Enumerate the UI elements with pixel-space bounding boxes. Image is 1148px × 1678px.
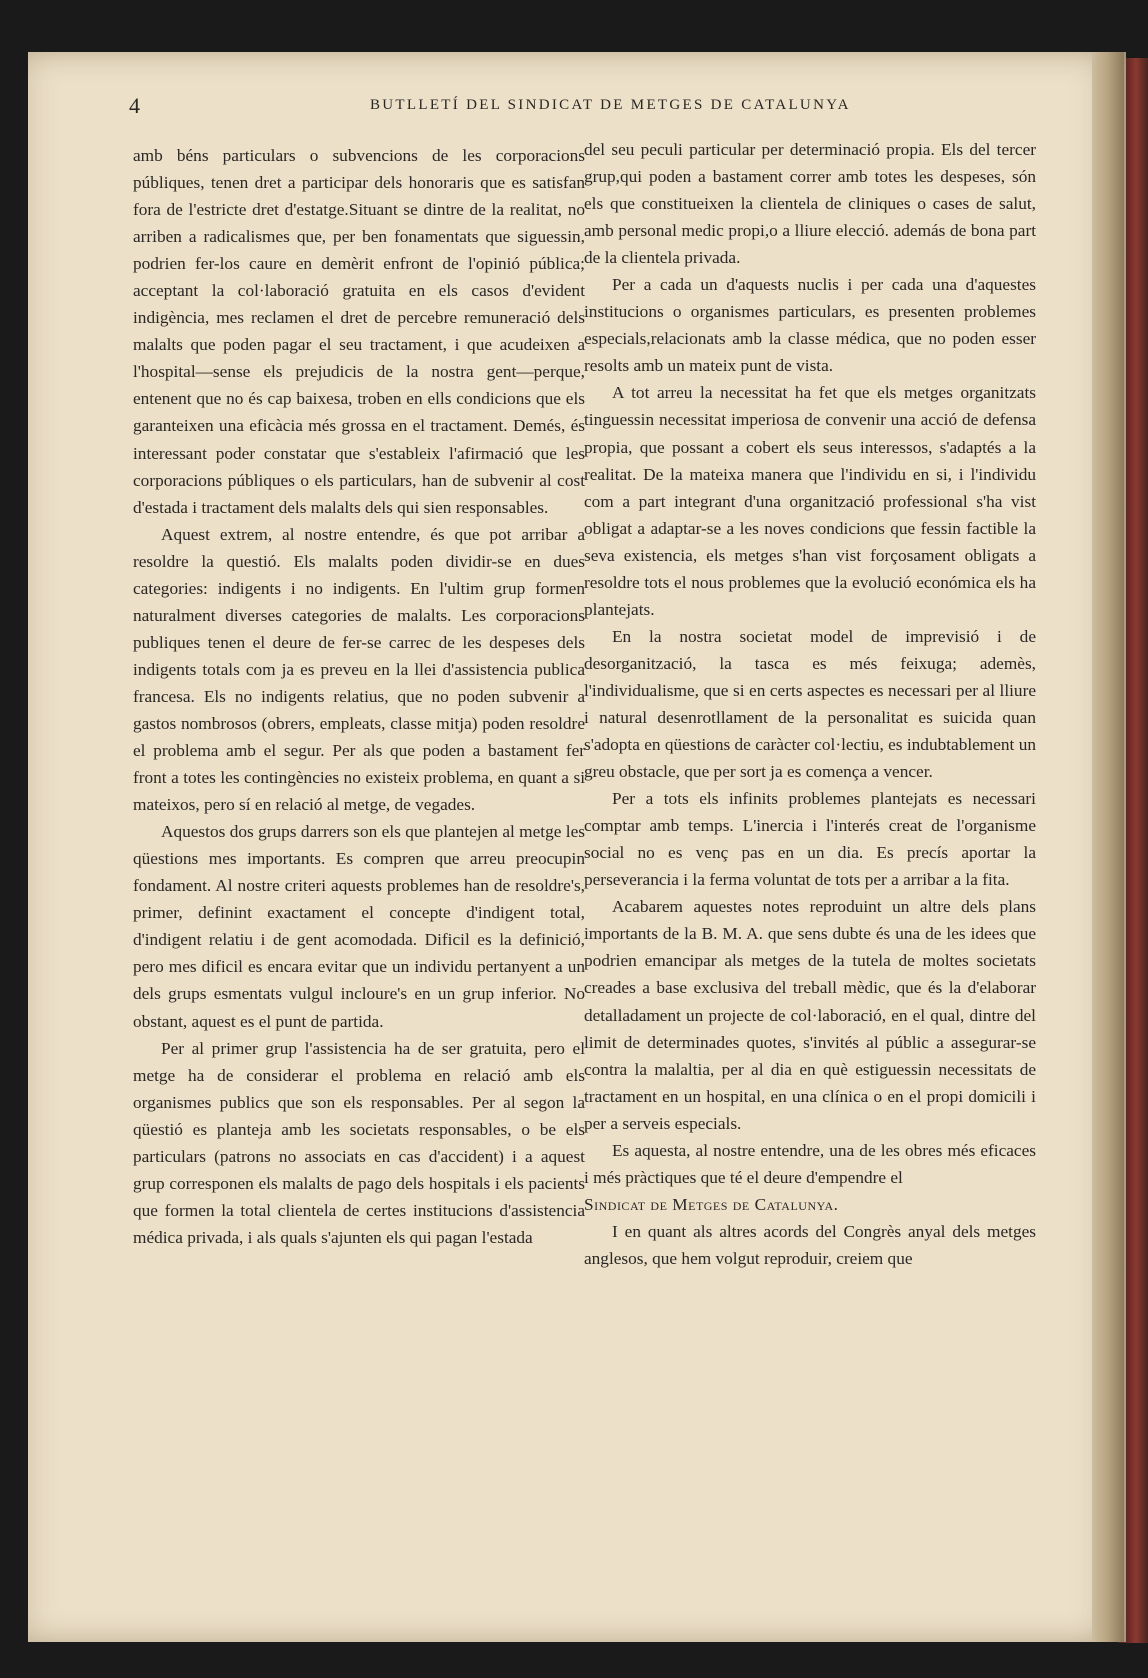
paragraph: I en quant als altres acords del Congrès anyal dels metges anglesos, que hem volgut reproduir, creiem que <box>584 1221 1036 1268</box>
paragraph: A tot arreu la necessitat ha fet que els metges organitzats tinguessin necessitat imperiosa de convenir una acció de defensa propia, que possant a cobert els seus interessos, s'adaptés a la realitat. De la mateixa manera que l'individu en si, i l'individu com a part integrant d'una organització professional s'ha vist obligat a adaptar-se a les noves condicions que fessin factible la seva existencia, els metges s'han vist forçosament obligats a resoldre tots el nous problemes que la evolució económica els ha plantejats. <box>584 383 1036 619</box>
page-number: 4 <box>129 93 140 118</box>
paragraph: Per a tots els infinits problemes plantejats es necessari comptar amb temps. L'inercia i l'interés creat de l'organisme social no es venç pas en un dia. Es precís aportar la perseverancia i la ferma voluntat de tots per a arribar a la fita. <box>584 789 1036 890</box>
paragraph: del seu peculi particular per determinació propia. Els del tercer grup,qui poden a bastament correr amb totes les despeses, són els que constitueixen la clientela de cliniques o cases de salut, amb personal medic propi,o a lliure elecció. además de bona part de la clientela privada. <box>584 140 1036 268</box>
paragraph: Acabarem aquestes notes reproduint un altre dels plans importants de la B. M. A. que sens dubte és una de les idees que podrien emancipar als metges de la tutela de moltes societats creades a base exclusiva del treball mèdic, que és la d'elaborar detalladament un projecte de col·laboració, en el qual, dintre del limit de determinades quotes, s'invités al públic a assegurar-se contra la malaltia, per al dia en què estiguessin necessitats de tractament en un hospital, en una clínica o en el propi domicili i per a serveis especials. <box>584 897 1036 1133</box>
paragraph: En la nostra societat model de imprevisió i de desorganització, la tasca es més feixuga; ademès, l'individualisme, que si en certs aspectes es necessari per al lliure i natural desenrotllament de la personalitat es suicida quan s'adopta en qüestions de caràcter col·lectiu, es indubtablement un greu obstacle, que per sort ja es comença a vencer. <box>584 626 1036 782</box>
paragraph: Es aquesta, al nostre entendre, una de les obres més eficaces i més pràctiques que té el deure d'empendre el <box>584 1140 1036 1187</box>
syndicate-name: Sindicat de Metges de Catalunya. <box>584 1194 839 1214</box>
page-edge <box>1092 52 1124 1642</box>
paragraph: amb béns particulars o subvencions de les corporacions públiques, tenen dret a participar dels honoraris que es satisfan fora de l'estricte dret d'estatge.Situant se dintre de la realitat, no arriben a radicalismes que, per ben fonamentats que siguessin, podrien fer-los caure en demèrit enfront de l'opinió pública; acceptant la col·laboració gratuita en els casos d'evident indigència, mes reclamen el dret de percebre remuneració dels malalts que poden pagar el seu tractament, i que acudeixen a l'hospital—sense els prejudicis de la nostra gent—perque, entenent que no és cap baixesa, troben en ells condicions que els garanteixen una eficàcia més grossa en el tractament. Demés, és interessant poder constatar que s'estableix l'afirmació que les corporacions públiques o els particulars, han de subvenir al cost d'estada i tractament dels malalts dels qui sien responsables. <box>133 146 585 517</box>
paragraph: Per a cada un d'aquests nuclis i per cada una d'aquestes institucions o organismes particulars, es presenten problemes especials,relacionats amb la classe médica, que no poden esser resolts amb un mateix punt de vista. <box>584 275 1036 376</box>
paragraph: Aquestos dos grups darrers son els que plantejen al metge les qüestions mes importants. Es compren que arreu preocupin fondament. Al nostre criteri aquests problemes han de resoldre's, primer, definint exactament el concepte d'indigent total, d'indigent relatiu i de gent acomodada. Dificil es la definició, pero mes dificil es encara evitar que un individu pertanyent a un dels grups esmentats vulgul incloure's en un grup inferior. No obstant, aquest es el punt de partida. <box>133 822 585 1031</box>
running-title: BUTLLETÍ DEL SINDICAT DE METGES DE CATALUNYA <box>370 97 851 113</box>
right-column <box>584 136 1036 1272</box>
paragraph: Per al primer grup l'assistencia ha de ser gratuita, pero el metge ha de considerar el problema en relació amb els organismes publics que son els responsables. Per al segon la qüestió es planteja amb les societats responsables, o be els particulars (patrons no associats en cas d'accident) i a aquest grup corresponen els malalts de pago dels hospitals i els pacients que formen la total clientela de certes institucions d'assistencia médica privada, i als quals s'ajunten els qui pagan l'estada <box>133 1038 585 1247</box>
left-column <box>133 142 585 1251</box>
paragraph: Aquest extrem, al nostre entendre, és que pot arribar a resoldre la questió. Els malalts poden dividir-se en dues categories: indigents i no indigents. En l'ultim grup formen naturalment diverses categories de malalts. Les corporacions publiques tenen el deure de fer-se carrec de les despeses dels indigents totals com ja es preveu en la llei d'assistencia publica francesa. Els no indigents relatius, que no poden subvenir a gastos nombrosos (obrers, empleats, classe mitja) poden resoldre el problema amb el segur. Per als que poden a bastament fer front a totes les contingències no existeix problema, en quant a si mateixos, pero sí en relació al metge, de vegades. <box>133 524 585 815</box>
page-header <box>0 93 1148 117</box>
